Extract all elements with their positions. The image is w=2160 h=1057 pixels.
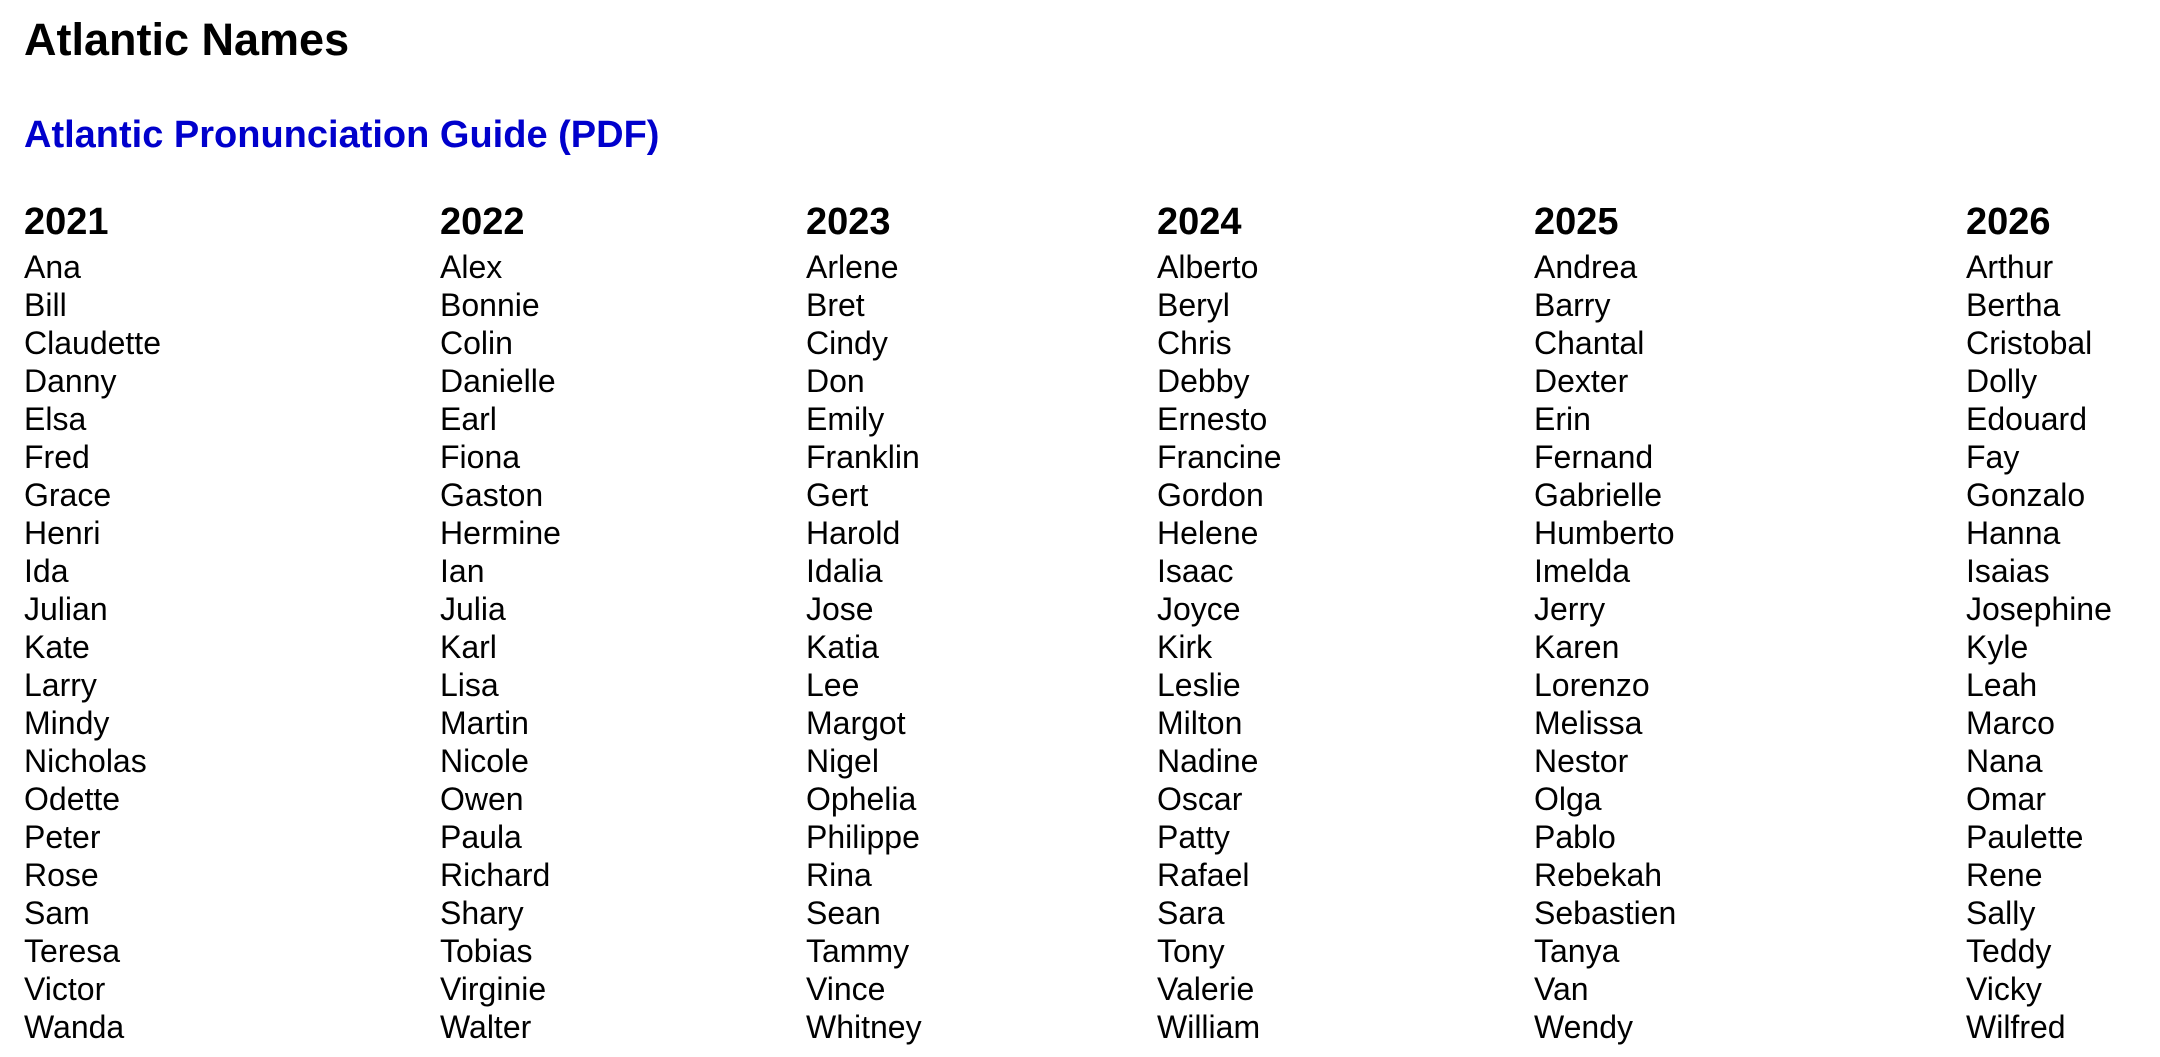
pronunciation-guide-link[interactable]: Atlantic Pronunciation Guide (PDF) (24, 114, 660, 156)
storm-name: Imelda (1534, 553, 1631, 589)
year-heading: 2026 (1966, 201, 2051, 243)
storm-name: Sam (24, 895, 90, 931)
storm-name: Rene (1966, 857, 2043, 893)
storm-name: Andrea (1534, 249, 1638, 285)
year-heading: 2025 (1534, 201, 1619, 243)
storm-name: Rose (24, 857, 99, 893)
storm-name: Teresa (24, 933, 121, 969)
storm-name: Rina (806, 857, 872, 893)
storm-name-list (806, 248, 922, 1046)
storm-name: Harold (806, 515, 901, 551)
storm-name: Julia (440, 591, 506, 627)
storm-name: Rafael (1157, 857, 1250, 893)
storm-name: Lorenzo (1534, 667, 1650, 703)
storm-name: Bonnie (440, 287, 540, 323)
storm-name: Odette (24, 781, 121, 817)
storm-name: Debby (1157, 363, 1250, 399)
year-column-2025 (1534, 198, 1676, 1046)
storm-name: Henri (24, 515, 101, 551)
storm-name: Vicky (1966, 971, 2042, 1007)
storm-name-list (440, 248, 561, 1046)
storm-name: Katia (806, 629, 879, 665)
storm-name: Wilfred (1966, 1009, 2066, 1045)
storm-name: Karl (440, 629, 497, 665)
year-column-2022 (440, 198, 561, 1046)
storm-name: Hermine (440, 515, 561, 551)
storm-name: Arthur (1966, 249, 2054, 285)
storm-name: Joyce (1157, 591, 1241, 627)
storm-name: Tony (1157, 933, 1225, 969)
storm-name: Margot (806, 705, 906, 741)
storm-name: Larry (24, 667, 97, 703)
storm-name: Peter (24, 819, 101, 855)
storm-name: Fernand (1534, 439, 1654, 475)
storm-name: Claudette (24, 325, 161, 361)
storm-name: Colin (440, 325, 513, 361)
storm-name: Nicholas (24, 743, 147, 779)
year-column-2023 (806, 198, 922, 1046)
storm-name: Gordon (1157, 477, 1264, 513)
storm-name-list (1966, 248, 2112, 1046)
storm-name: Sara (1157, 895, 1225, 931)
storm-name: Philippe (806, 819, 920, 855)
storm-name: Humberto (1534, 515, 1675, 551)
storm-name: Erin (1534, 401, 1591, 437)
storm-name: Beryl (1157, 287, 1230, 323)
year-heading: 2024 (1157, 201, 1242, 243)
storm-name: Don (806, 363, 865, 399)
year-heading: 2023 (806, 201, 891, 243)
storm-name: Tanya (1534, 933, 1620, 969)
storm-name: Karen (1534, 629, 1620, 665)
storm-name: Melissa (1534, 705, 1643, 741)
storm-name: Sebastien (1534, 895, 1677, 931)
storm-name: Olga (1534, 781, 1602, 817)
storm-name: Omar (1966, 781, 2046, 817)
storm-name: Dexter (1534, 363, 1629, 399)
year-column-2026 (1966, 198, 2112, 1046)
year-column-2024 (1157, 198, 1282, 1046)
storm-name: Emily (806, 401, 885, 437)
storm-name: Arlene (806, 249, 899, 285)
year-heading: 2022 (440, 201, 525, 243)
storm-name: Paula (440, 819, 522, 855)
storm-name: Lee (806, 667, 860, 703)
storm-name: Richard (440, 857, 551, 893)
storm-name: Nicole (440, 743, 529, 779)
storm-name: Fiona (440, 439, 521, 475)
storm-name: Bill (24, 287, 67, 323)
storm-name: Ophelia (806, 781, 917, 817)
storm-name: Alex (440, 249, 503, 285)
storm-name: Valerie (1157, 971, 1255, 1007)
page-title: Atlantic Names (24, 14, 350, 65)
storm-name: Hanna (1966, 515, 2061, 551)
storm-name: Whitney (806, 1009, 922, 1045)
storm-name: Josephine (1966, 591, 2112, 627)
storm-name: Nigel (806, 743, 879, 779)
storm-name: Virginie (440, 971, 547, 1007)
storm-name: Kirk (1157, 629, 1213, 665)
storm-name: Paulette (1966, 819, 2084, 855)
storm-name: Walter (440, 1009, 532, 1045)
storm-name: Oscar (1157, 781, 1243, 817)
storm-name: Leslie (1157, 667, 1241, 703)
storm-name: Francine (1157, 439, 1282, 475)
storm-name: Patty (1157, 819, 1230, 855)
storm-name: Pablo (1534, 819, 1616, 855)
storm-name: Chris (1157, 325, 1232, 361)
storm-name: Ida (24, 553, 69, 589)
storm-name: Barry (1534, 287, 1611, 323)
storm-name: Helene (1157, 515, 1259, 551)
storm-name: Kyle (1966, 629, 2029, 665)
storm-name: Fred (24, 439, 90, 475)
storm-name: Marco (1966, 705, 2055, 741)
storm-name: Mindy (24, 705, 110, 741)
storm-name: Earl (440, 401, 497, 437)
storm-name: Ernesto (1157, 401, 1268, 437)
storm-name: Gert (806, 477, 869, 513)
storm-name: Kate (24, 629, 90, 665)
storm-name-list (1157, 248, 1282, 1046)
storm-name: Rebekah (1534, 857, 1663, 893)
storm-name: Nana (1966, 743, 2043, 779)
storm-name-list (1534, 248, 1676, 1046)
storm-name: Gaston (440, 477, 544, 513)
storm-name: Edouard (1966, 401, 2087, 437)
storm-name: Elsa (24, 401, 87, 437)
storm-name: Leah (1966, 667, 2038, 703)
storm-name: Idalia (806, 553, 883, 589)
storm-name: Cindy (806, 325, 888, 361)
storm-name: Jose (806, 591, 874, 627)
storm-name: Nadine (1157, 743, 1259, 779)
storm-name: Fay (1966, 439, 2020, 475)
storm-name: Isaac (1157, 553, 1234, 589)
year-column-2021 (24, 198, 161, 1046)
storm-name: Shary (440, 895, 524, 931)
storm-name: Vince (806, 971, 886, 1007)
storm-name: Owen (440, 781, 524, 817)
storm-name: Lisa (440, 667, 499, 703)
storm-name: Bertha (1966, 287, 2061, 323)
storm-name: Franklin (806, 439, 920, 475)
storm-name: Milton (1157, 705, 1243, 741)
storm-name: Sean (806, 895, 881, 931)
storm-name: Gonzalo (1966, 477, 2086, 513)
storm-name: Dolly (1966, 363, 2038, 399)
storm-name: Tobias (440, 933, 533, 969)
storm-name: Van (1534, 971, 1589, 1007)
storm-name: Teddy (1966, 933, 2052, 969)
storm-name: Tammy (806, 933, 910, 969)
storm-name: Victor (24, 971, 106, 1007)
storm-name: Grace (24, 477, 112, 513)
storm-name: Nestor (1534, 743, 1629, 779)
storm-name: Wanda (24, 1009, 125, 1045)
storm-name: Martin (440, 705, 529, 741)
storm-name: Jerry (1534, 591, 1606, 627)
storm-name: Isaias (1966, 553, 2050, 589)
storm-name: Cristobal (1966, 325, 2093, 361)
storm-name: Ana (24, 249, 81, 285)
storm-name: Chantal (1534, 325, 1645, 361)
storm-name: Bret (806, 287, 865, 323)
storm-name-list (24, 248, 161, 1046)
storm-name: Ian (440, 553, 485, 589)
storm-name: William (1157, 1009, 1261, 1045)
storm-name: Wendy (1534, 1009, 1634, 1045)
year-heading: 2021 (24, 201, 109, 243)
storm-name: Julian (24, 591, 108, 627)
storm-name: Gabrielle (1534, 477, 1663, 513)
storm-name: Sally (1966, 895, 2036, 931)
storm-name: Alberto (1157, 249, 1259, 285)
storm-name: Danny (24, 363, 117, 399)
storm-name: Danielle (440, 363, 556, 399)
